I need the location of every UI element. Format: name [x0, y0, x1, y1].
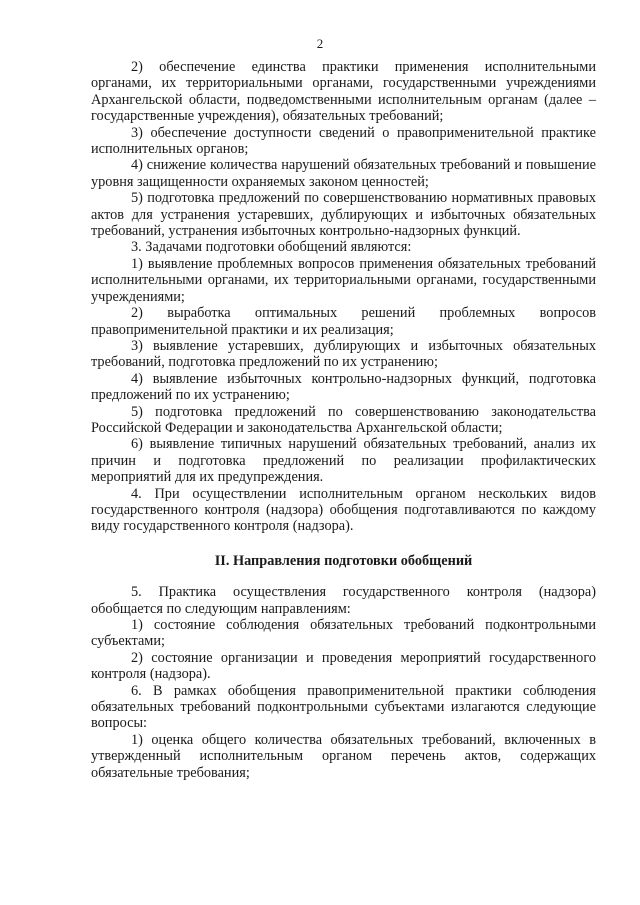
section-heading: II. Направления подготовки обобщений [214, 552, 473, 569]
document-body [91, 59, 596, 781]
paragraph: 2) состояние организации и проведения мероприятий государственного контроля (надзора). [91, 649, 596, 683]
paragraph: 1) состояние соблюдения обязательных требований подконтрольными субъектами; [91, 617, 596, 650]
paragraph: 4. При осуществлении исполнительным органом нескольких видов государственного контроля (надзора) обобщения подготавливаются по каждому виду государственного контроля (надзора). [91, 485, 596, 535]
paragraph: 2) выработка оптимальных решений проблемных вопросов правоприменительной практики и их реализация; [91, 305, 596, 338]
paragraph: 5) подготовка предложений по совершенствованию законодательства Российской Федерации и законодательства Архангельской области; [91, 403, 596, 436]
page-number: 2 [316, 36, 324, 51]
paragraph: 1) выявление проблемных вопросов применения обязательных требований исполнительными органами, их территориальными органами, государственными учреждениями; [91, 255, 596, 305]
paragraph: 3. Задачами подготовки обобщений являются: [131, 239, 412, 256]
paragraph: 5) подготовка предложений по совершенствованию нормативных правовых актов для устранения устаревших, дублирующих и избыточных обязательных требований, устранения избыточных контрольно-надзорных функций. [91, 190, 596, 240]
paragraph: 2) обеспечение единства практики применения исполнительными органами, их территориальными органами, государственными учреждениями Архангельской области, подведомственными исполнительным органам (далее – государственные учреждения), обязательных требований; [91, 59, 596, 125]
paragraph: 6) выявление типичных нарушений обязательных требований, анализ их причин и подготовка предложений по реализации профилактических мероприятий для их предупреждения. [91, 436, 596, 486]
paragraph: 4) выявление избыточных контрольно-надзорных функций, подготовка предложений по их устранению; [91, 370, 596, 404]
paragraph: 4) снижение количества нарушений обязательных требований и повышение уровня защищенности охраняемых законом ценностей; [91, 157, 596, 190]
paragraph: 1) оценка общего количества обязательных требований, включенных в утвержденный исполнительным органом перечень актов, содержащих обязательные требования; [91, 731, 596, 781]
paragraph: 6. В рамках обобщения правоприменительной практики соблюдения обязательных требований подконтрольными субъектами излагаются следующие вопросы: [91, 682, 596, 732]
paragraph: 3) обеспечение доступности сведений о правоприменительной практике исполнительных органов; [91, 124, 596, 158]
paragraph: 5. Практика осуществления государственного контроля (надзора) обобщается по следующим направлениям: [91, 584, 596, 617]
paragraph: 3) выявление устаревших, дублирующих и избыточных обязательных требований, подготовка предложений по их устранению; [91, 337, 596, 371]
